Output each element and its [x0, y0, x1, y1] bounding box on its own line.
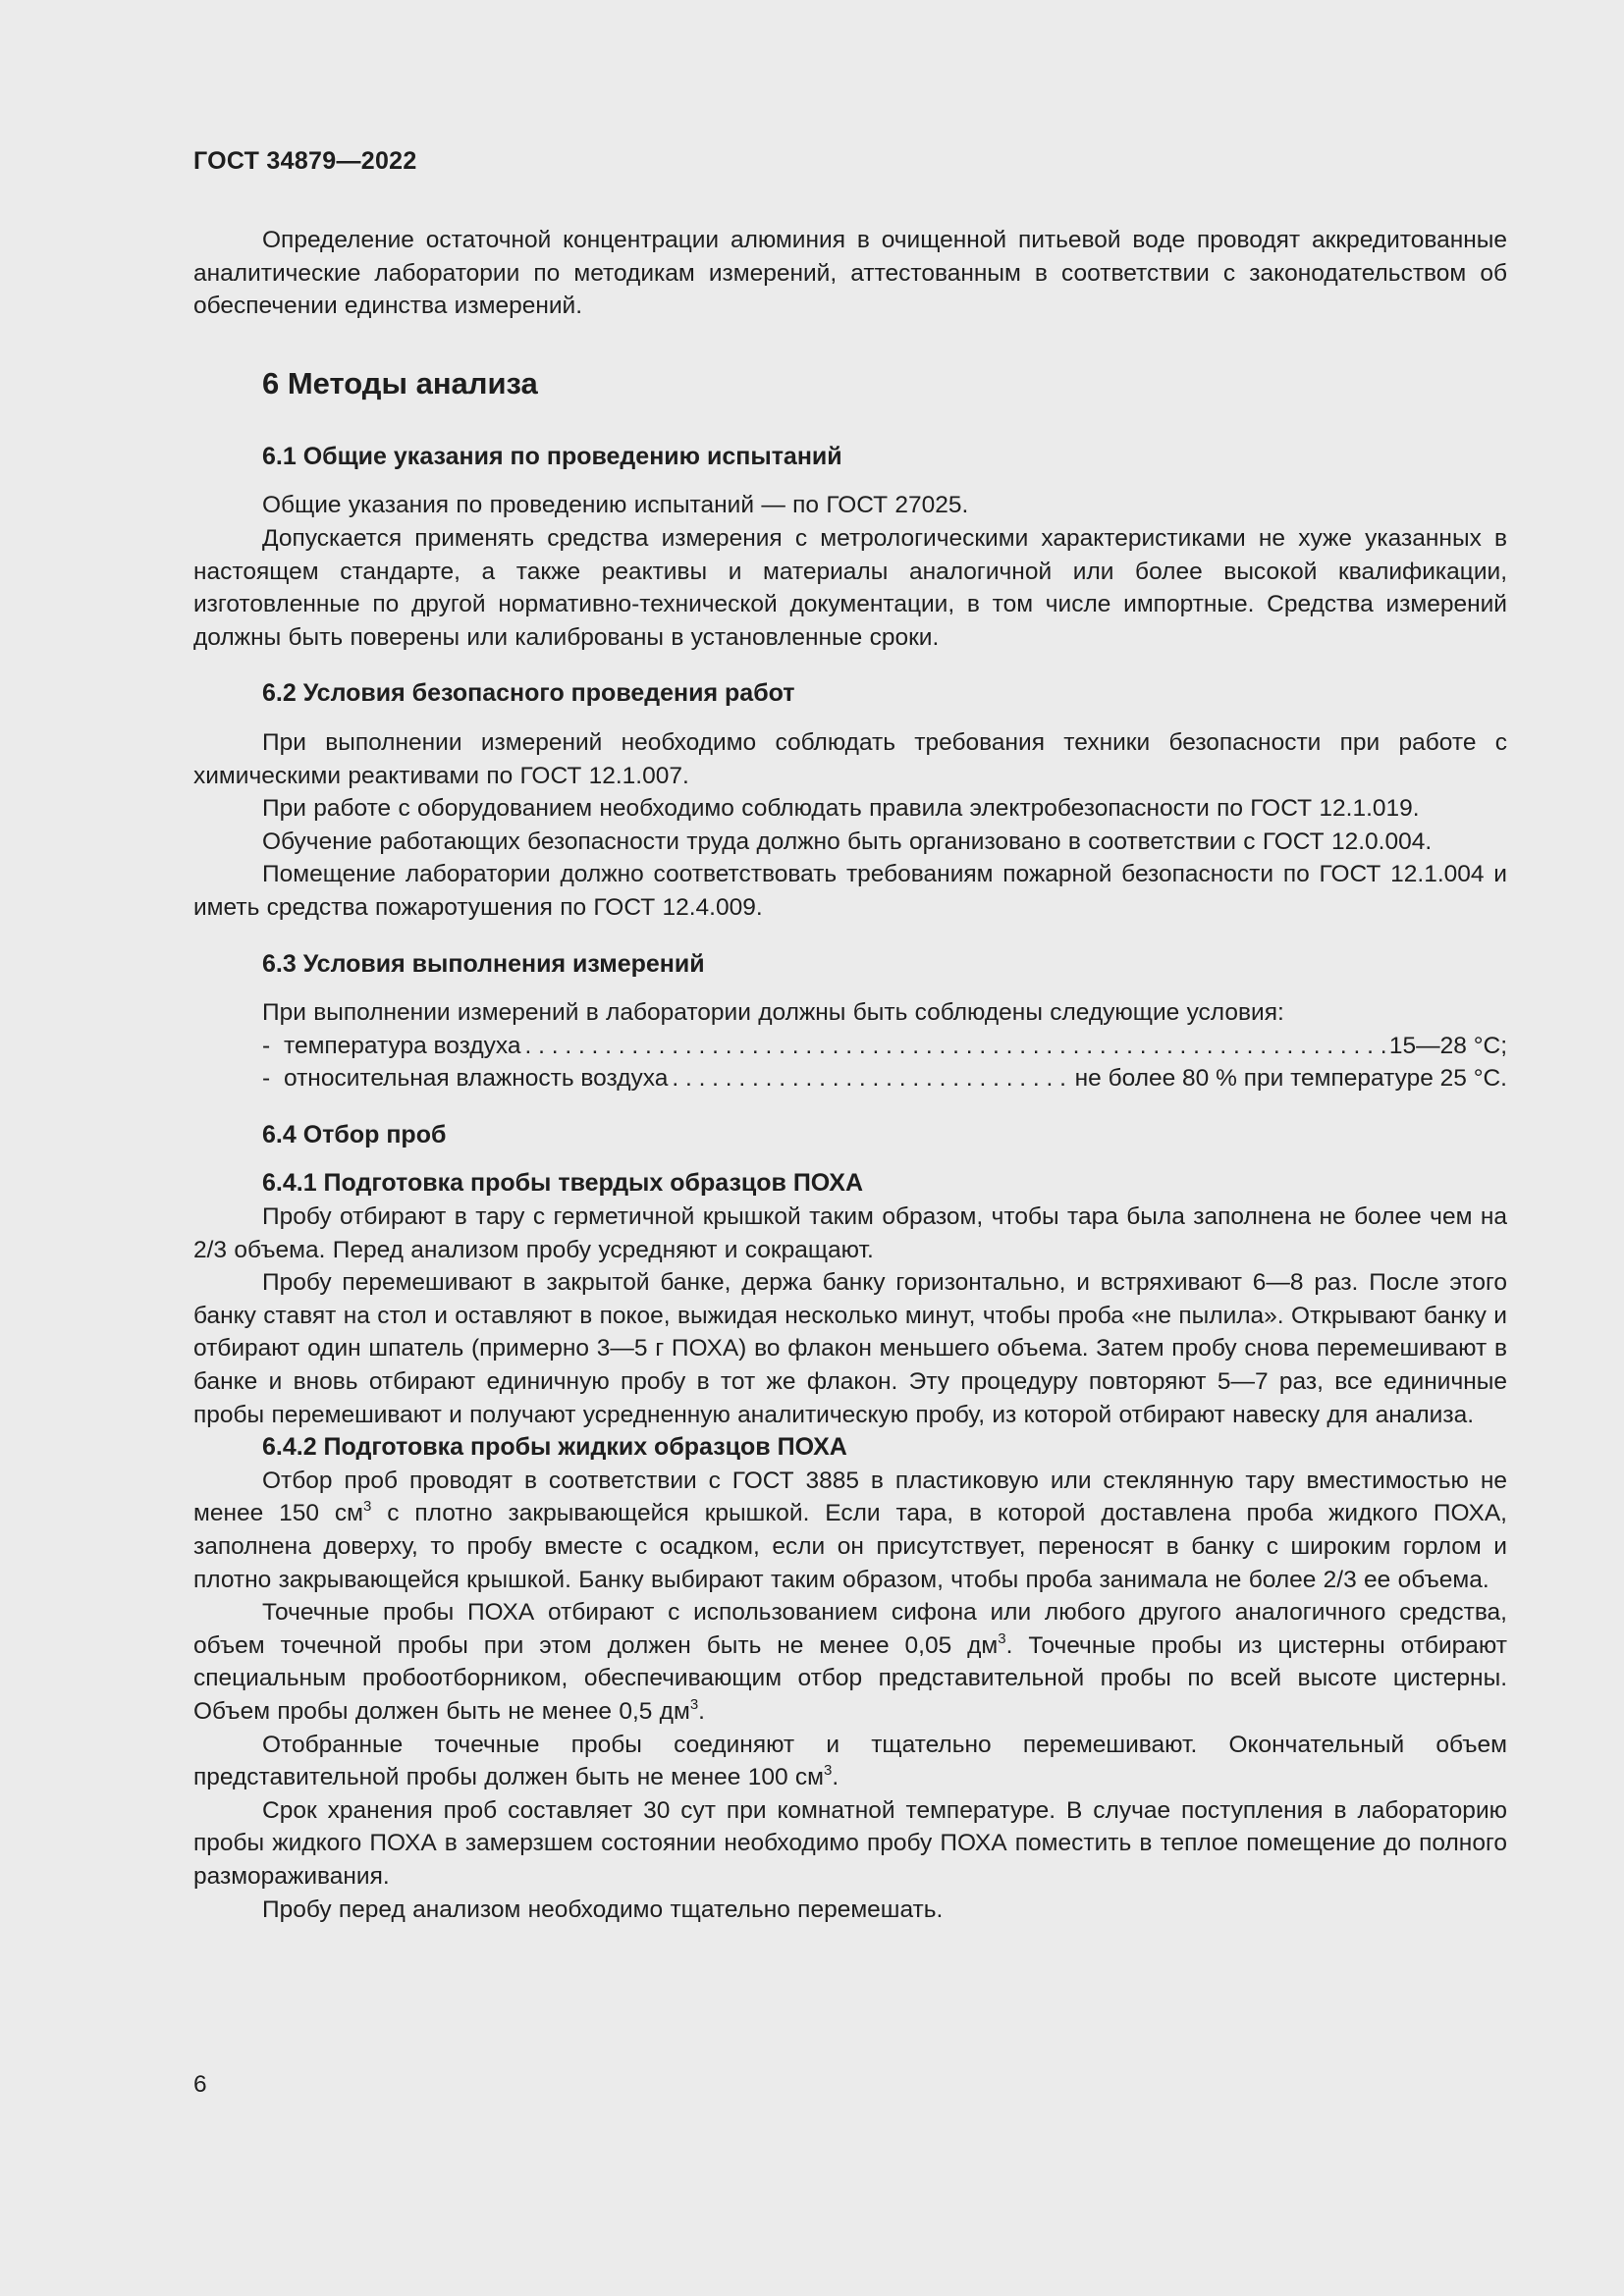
- section-6-1-heading: 6.1 Общие указания по проведению испытаний: [262, 442, 842, 470]
- section-6-3-heading: 6.3 Условия выполнения измерений: [262, 949, 705, 978]
- condition-label: температура воздуха: [284, 1032, 521, 1059]
- section-6-4-2-heading: 6.4.2 Подготовка пробы жидких образцов ПОХА: [262, 1433, 847, 1462]
- s641-paragraph-2: Пробу перемешивают в закрытой банке, держа банку горизонтально, и встряхивают 6—8 раз. После этого банку ставят на стол и оставляют в покое, выжидая несколько минут, чтобы проба «не пылила». Открывают банку и отбирают один шпатель (примерно 3—5 г ПОХА) во флакон меньшего объема. Затем пробу снова перемешивают в банке и вновь отбирают единичную пробу в тот же флакон. Эту процедуру повторяют 5—7 раз, все единичные пробы перемешивают и получают усредненную аналитическую пробу, из которой отбирают навеску для анализа.: [193, 1269, 1507, 1428]
- section-6-heading: 6 Методы анализа: [262, 365, 538, 400]
- s63-paragraph-1: При выполнении измерений в лаборатории должны быть соблюдены следующие условия:: [262, 999, 1284, 1027]
- s62-paragraph-2: При работе с оборудованием необходимо соблюдать правила электробезопасности по ГОСТ 12.1.019.: [262, 795, 1420, 823]
- s642-paragraph-1: Отбор проб проводят в соответствии с ГОСТ 3885 в пластиковую или стеклянную тару вместимостью не менее 150 $см^3$ с плотно закрывающейся крышкой. Если тара, в которой доставлена проба жидкого ПОХА, заполнена доверху, то пробу вместе с осадком, если он присутствует, переносят в банку с широким горлом и плотно закрывающейся крышкой. Банку выбирают таким образом, чтобы проба занимала не более 2/3 ее объема.: [193, 1467, 1507, 1593]
- condition-value: не более 80 % при температуре 25 °С.: [1074, 1065, 1507, 1093]
- s642-paragraph-2: Точечные пробы ПОХА отбирают с использованием сифона или любого другого аналогичного средства, объем точечной пробы при этом должен быть не менее 0,05 $дм^3$. Точечные пробы из цистерны отбирают специальным пробоотборником, обеспечивающим отбор представительной пробы по всей высоте цистерны. Объем пробы должен быть не менее 0,5 $дм^3$.: [193, 1599, 1507, 1725]
- condition-value: 15—28 °С;: [1388, 1032, 1507, 1059]
- s62-paragraph-1: При выполнении измерений необходимо соблюдать требования техники безопасности при работе с химическими реактивами по ГОСТ 12.1.007.: [193, 728, 1507, 789]
- s642-paragraph-3: Отобранные точечные пробы соединяют и тщательно перемешивают. Окончательный объем представительной пробы должен быть не менее 100 $см^3$.: [193, 1731, 1507, 1791]
- condition-label: относительная влажность воздуха: [284, 1065, 669, 1093]
- s642-paragraph-4: Срок хранения проб составляет 30 сут при комнатной температуре. В случае поступления в лабораторию пробы жидкого ПОХА в замерзшем состоянии необходимо пробу ПОХА поместить в теплое помещение до полного размораживания.: [193, 1796, 1507, 1890]
- section-6-4-1-heading: 6.4.1 Подготовка пробы твердых образцов ПОХА: [262, 1169, 864, 1198]
- s62-paragraph-3: Обучение работающих безопасности труда должно быть организовано в соответствии с ГОСТ 12.0.004.: [262, 828, 1433, 855]
- s62-paragraph-4: Помещение лаборатории должно соответствовать требованиям пожарной безопасности по ГОСТ 12.1.004 и иметь средства пожаротушения по ГОСТ 12.4.009.: [193, 861, 1507, 921]
- s61-paragraph-2: Допускается применять средства измерения с метрологическими характеристиками не хуже указанных в настоящем стандарте, а также реактивы и материалы аналогичной или более высокой квалификации, изготовленные по другой нормативно-технической документации, в том числе импортные. Средства измерений должны быть поверены или калиброваны в установленные сроки.: [193, 524, 1507, 651]
- leader-dots: [672, 1062, 1070, 1095]
- page-content: [193, 0, 1507, 1926]
- condition-humidity: - относительная влажность воздуха . . . не более 80 % при температуре 25 °С.: [193, 1062, 1507, 1095]
- s641-paragraph-1: Пробу отбирают в тару с герметичной крышкой таким образом, чтобы тара была заполнена не более чем на 2/3 объема. Перед анализом пробу усредняют и сокращают.: [193, 1203, 1507, 1263]
- s642-paragraph-5: Пробу перед анализом необходимо тщательно перемешать.: [262, 1896, 944, 1923]
- section-6-2-heading: 6.2 Условия безопасного проведения работ: [262, 679, 795, 708]
- leader-dots: [524, 1030, 1384, 1063]
- intro-paragraph: Определение остаточной концентрации алюминия в очищенной питьевой воде проводят аккредитованные аналитические лаборатории по методикам измерений, аттестованным в соответствии с законодательством об обеспечении единства измерений.: [193, 227, 1507, 320]
- section-6-4-heading: 6.4 Отбор проб: [262, 1120, 447, 1148]
- s61-paragraph-1: Общие указания по проведению испытаний — по ГОСТ 27025.: [262, 492, 969, 519]
- page-number: 6: [193, 2071, 207, 2098]
- condition-temperature: - температура воздуха . . . 15—28 °С;: [193, 1030, 1507, 1063]
- standard-number-header: ГОСТ 34879—2022: [193, 147, 417, 175]
